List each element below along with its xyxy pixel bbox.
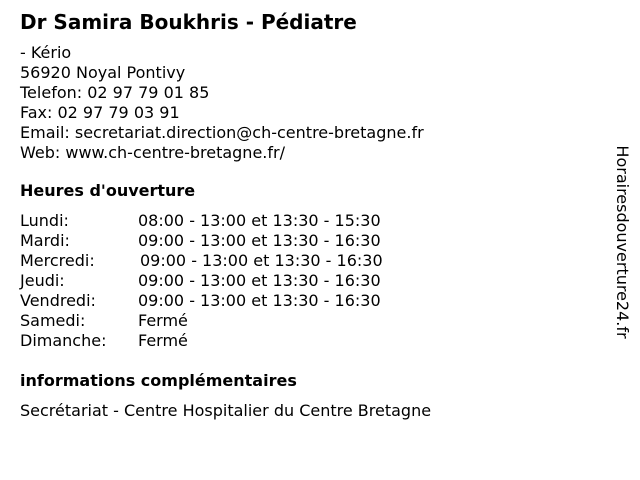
hours-day: Dimanche:	[20, 331, 107, 350]
site-watermark: Horairesdouverture24.fr	[613, 145, 632, 339]
hours-table	[20, 211, 600, 351]
hours-row-sunday	[20, 331, 600, 351]
hours-row-tuesday	[20, 231, 600, 251]
address-line-city: 56920 Noyal Pontivy	[20, 63, 186, 82]
hours-time: Fermé	[138, 331, 188, 350]
hours-row-wednesday	[20, 251, 600, 271]
hours-title: Heures d'ouverture	[20, 181, 196, 200]
info-title: informations complémentaires	[20, 371, 297, 390]
hours-row-saturday	[20, 311, 600, 331]
hours-time: 09:00 - 13:00 et 13:30 - 16:30	[140, 251, 383, 270]
hours-time: 09:00 - 13:00 et 13:30 - 16:30	[138, 231, 381, 250]
info-text: Secrétariat - Centre Hospitalier du Centre Bretagne	[20, 401, 432, 420]
fax-text: Fax: 02 97 79 03 91	[20, 103, 180, 122]
hours-row-friday	[20, 291, 600, 311]
phone-text: Telefon: 02 97 79 01 85	[20, 83, 210, 102]
hours-time: 09:00 - 13:00 et 13:30 - 16:30	[138, 271, 381, 290]
hours-day: Vendredi:	[20, 291, 96, 310]
hours-day: Jeudi:	[20, 271, 65, 290]
hours-time: 08:00 - 13:00 et 13:30 - 15:30	[138, 211, 381, 230]
hours-time: Fermé	[138, 311, 188, 330]
hours-day: Samedi:	[20, 311, 86, 330]
address-block	[20, 43, 600, 163]
page-title: Dr Samira Boukhris - Pédiatre	[20, 10, 357, 34]
hours-day: Lundi:	[20, 211, 69, 230]
hours-day: Mardi:	[20, 231, 70, 250]
hours-time: 09:00 - 13:00 et 13:30 - 16:30	[138, 291, 381, 310]
hours-row-monday	[20, 211, 600, 231]
email-text: Email: secretariat.direction@ch-centre-bretagne.fr	[20, 123, 424, 142]
practice-card	[20, 9, 600, 421]
address-line-street: - Kério	[20, 43, 72, 62]
hours-row-thursday	[20, 271, 600, 291]
web-text: Web: www.ch-centre-bretagne.fr/	[20, 143, 285, 162]
hours-day: Mercredi:	[20, 251, 95, 270]
